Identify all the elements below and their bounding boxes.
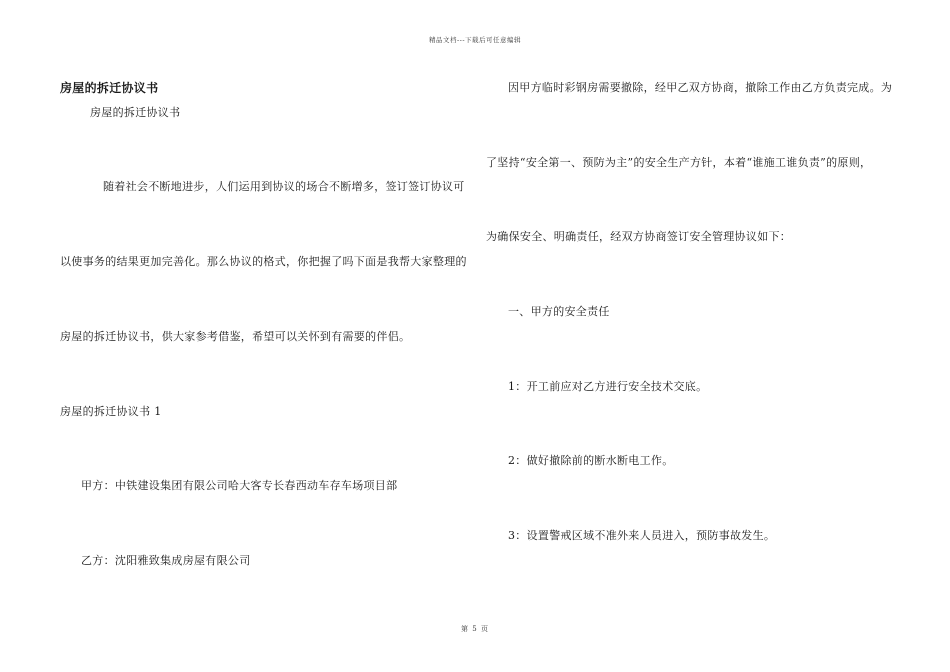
page-number: 第 5 页 xyxy=(461,625,489,633)
agreement-paragraph-line-2: 了坚持“安全第一、预防为主”的安全生产方针，本着“谁施工谁负责”的原则， xyxy=(486,156,872,169)
document-subtitle: 房屋的拆迁协议书 xyxy=(90,106,181,119)
intro-paragraph-line-2: 以使事务的结果更加完善化。那么协议的格式，你把握了吗下面是我帮大家整理的 xyxy=(60,255,467,268)
list-item-3: 3：设置警戒区域不准外来人员进入，预防事故发生。 xyxy=(508,529,776,542)
party-b-line: 乙方：沈阳雅致集成房屋有限公司 xyxy=(81,554,251,567)
section-heading: 房屋的拆迁协议书 1 xyxy=(60,405,162,418)
agreement-paragraph-line-1: 因甲方临时彩钢房需要撤除，经甲乙双方协商，撤除工作由乙方负责完成。为 xyxy=(508,81,893,94)
intro-paragraph-line-3: 房屋的拆迁协议书，供大家参考借鉴，希望可以关怀到有需要的伴侣。 xyxy=(60,330,411,343)
agreement-paragraph-line-3: 为确保安全、明确责任，经双方协商签订安全管理协议如下： xyxy=(486,230,792,243)
section-one-heading: 一、甲方的安全责任 xyxy=(508,305,610,318)
document-title: 房屋的拆迁协议书 xyxy=(60,81,159,95)
intro-paragraph-line-1: 随着社会不断地进步，人们运用到协议的场合不断增多，签订签订协议可 xyxy=(103,180,465,193)
party-a-line: 甲方：中铁建设集团有限公司哈大客专长春西动车存车场项目部 xyxy=(81,479,398,492)
list-item-1: 1：开工前应对乙方进行安全技术交底。 xyxy=(508,380,708,393)
list-item-2: 2：做好撤除前的断水断电工作。 xyxy=(508,454,674,467)
page-header: 精品文档---下载后可任意编辑 xyxy=(428,36,522,44)
